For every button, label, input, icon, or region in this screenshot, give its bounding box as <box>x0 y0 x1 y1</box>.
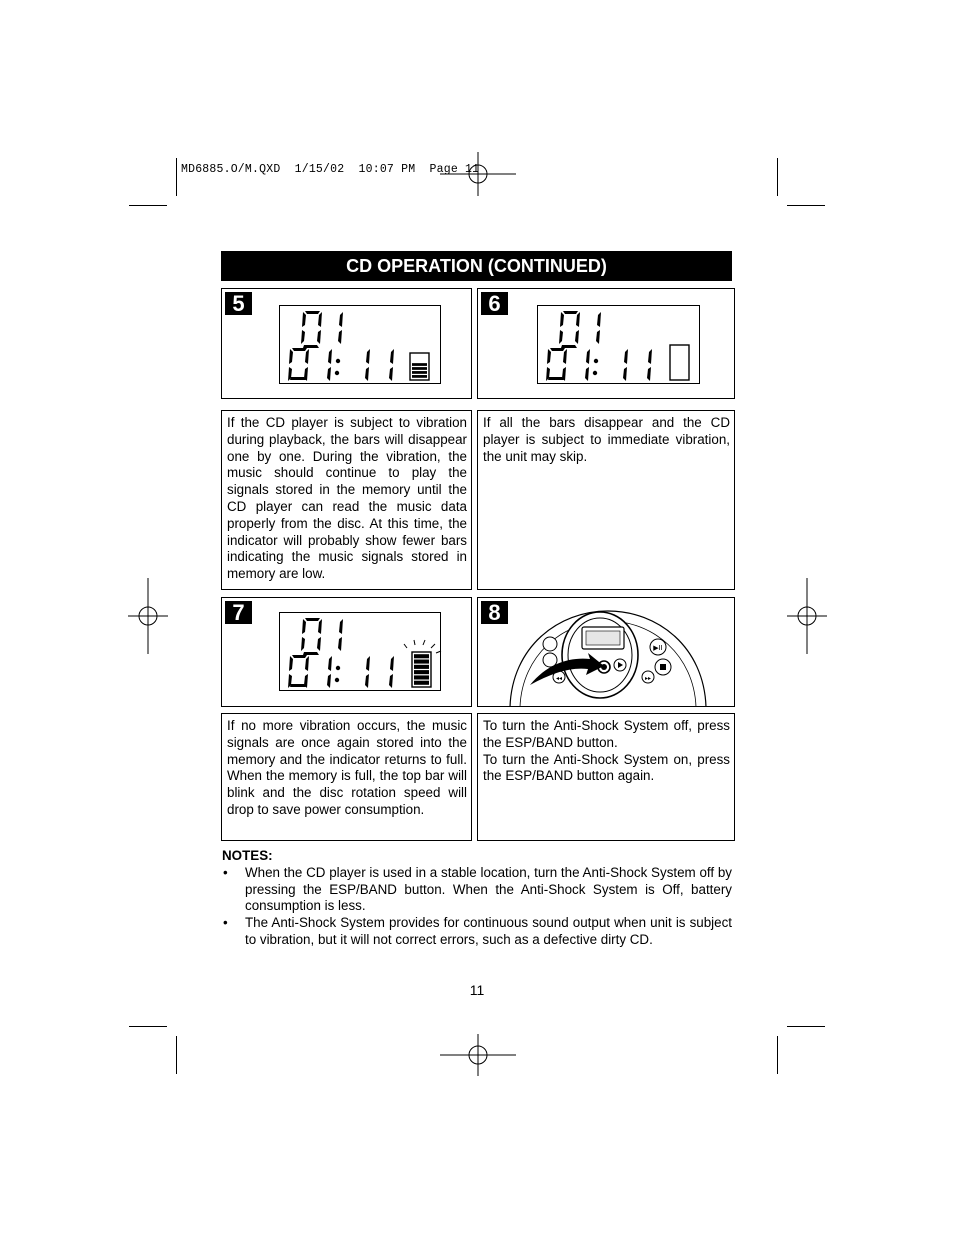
bullet: • <box>223 864 228 880</box>
crop-mark <box>176 158 177 196</box>
bullet: • <box>223 915 228 931</box>
esp-memory-indicator <box>670 345 689 380</box>
registration-mark-bottom <box>440 1034 516 1076</box>
crop-mark <box>777 158 778 196</box>
step-number: 5 <box>225 292 252 315</box>
esp-memory-indicator <box>412 652 431 687</box>
memory-bar <box>412 363 427 366</box>
crop-mark <box>176 1036 177 1074</box>
step-5-panel <box>221 288 472 399</box>
step-8-line-1: To turn the Anti-Shock System off, press the ESP/BAND button. <box>483 718 730 750</box>
lcd-display <box>279 612 443 692</box>
crop-mark <box>787 205 825 206</box>
step-number: 6 <box>481 292 508 315</box>
svg-text:◂◂: ◂◂ <box>555 675 563 682</box>
registration-mark-right <box>787 578 827 654</box>
section-title: CD OPERATION (CONTINUED) <box>221 251 732 281</box>
print-slug: MD6885.O/M.QXD 1/15/02 10:07 PM Page 11 <box>181 163 480 176</box>
note-item <box>222 915 732 949</box>
svg-text:▶II: ▶II <box>653 644 663 652</box>
memory-bar <box>412 375 427 378</box>
memory-bar <box>414 665 429 669</box>
memory-bar <box>412 371 427 374</box>
step-5-description: If the CD player is subject to vibration during playback, the bars will disappear one by one. During the vibration, the music should continue to play the signals stored in the memory until the CD player can read the music data properly from the disc. At this time, the indicator will probably show fewer bars indicating the music signals stored in memory are low. <box>221 410 472 590</box>
step-7-description: If no more vibration occurs, the music signals are once again stored into the memory and the indicator returns to full. When the memory is full, the top bar will blink and the disc rotation speed will drop to save power consumption. <box>221 713 472 841</box>
crop-mark <box>129 205 167 206</box>
step-number: 8 <box>481 601 508 624</box>
step-number: 7 <box>225 601 252 624</box>
step-8-line-2: To turn the Anti-Shock System on, press the ESP/BAND button again. <box>483 751 730 784</box>
step-8-description <box>477 713 735 841</box>
step-6-description: If all the bars disappear and the CD player is subject to immediate vibration, the unit may skip. <box>477 410 735 590</box>
step-6-panel <box>477 288 735 399</box>
step-7-panel <box>221 597 472 707</box>
memory-bar <box>414 675 429 679</box>
step-8-panel <box>477 597 735 707</box>
page-number: 11 <box>469 982 485 998</box>
crop-mark <box>787 1026 825 1027</box>
esp-memory-indicator <box>410 353 429 380</box>
note-item <box>222 865 732 915</box>
memory-bar <box>414 670 429 674</box>
registration-mark-left <box>128 578 168 654</box>
crop-mark <box>129 1026 167 1027</box>
memory-bar <box>414 660 429 664</box>
registration-mark-top <box>440 152 516 196</box>
crop-mark <box>777 1036 778 1074</box>
cd-player-illustration <box>508 607 708 707</box>
note-text: The Anti-Shock System provides for continuous sound output when unit is subject to vibration, but it will not correct errors, such as a defective dirty CD. <box>245 915 732 947</box>
notes-title: NOTES: <box>222 848 273 863</box>
memory-bar <box>414 654 429 658</box>
notes-section <box>222 848 732 949</box>
lcd-display <box>537 305 701 385</box>
lcd-display <box>279 305 441 385</box>
svg-text:▸▸: ▸▸ <box>644 675 652 682</box>
memory-bar <box>414 681 429 685</box>
note-text: When the CD player is used in a stable location, turn the Anti-Shock System off by pressing the ESP/BAND button. When the Anti-Shock System is Off, battery consumption is less. <box>245 864 732 914</box>
memory-bar <box>412 367 427 370</box>
